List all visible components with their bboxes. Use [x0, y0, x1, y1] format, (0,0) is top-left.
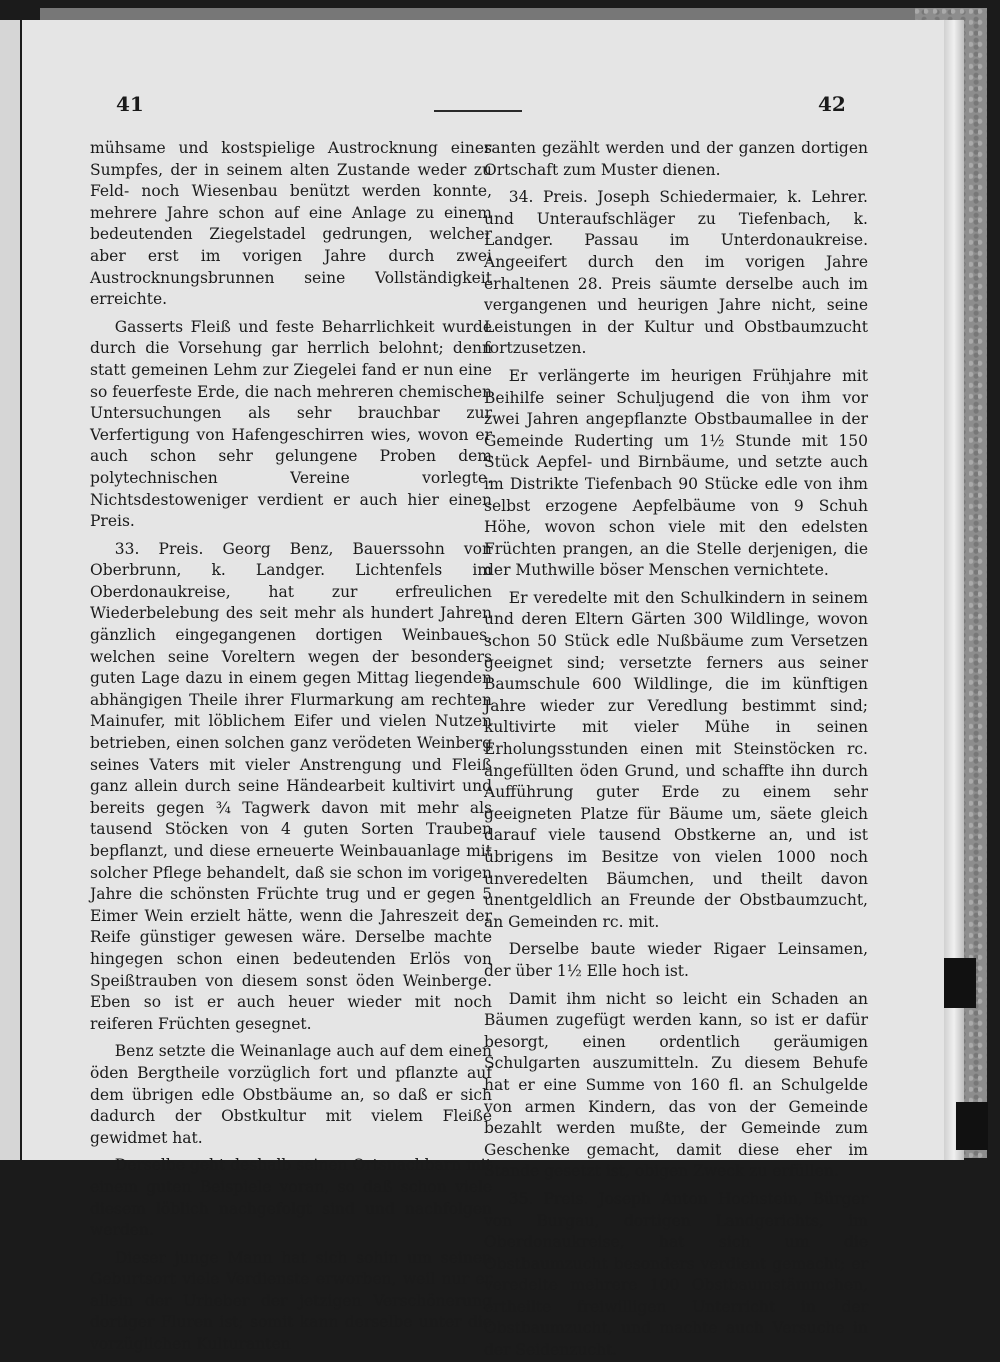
paragraph: Benz setzte die Weinanlage auch auf dem einen öden Bergtheile vorzüglich fort und pflanzte auf dem übrigen edle Obstbäume an, so daß er sich dadurch der Obstkultur mit vielem Fleiße gewidmet hat. — [90, 1042, 492, 1147]
paragraph: Derselbe baute wieder Rigaer Leinsamen, der über 1½ Elle hoch ist. — [484, 940, 868, 980]
paragraph: Er veredelte mit den Schulkindern in seinem und deren Eltern Gärten 300 Wildlinge, wovon schon 50 Stück edle Nußbäume zum Versetzen geeignet sind; versetzte ferners aus seiner Baumschule 600 Wildlinge, die im künftigen Jahre wieder zur Veredlung bestimmt sind; kultivirte mit vieler Mühe in seinen Erholungsstunden einen mit Steinstöcken rc. angefüllten öden Grund, und schaffte ihn durch Aufführung guter Erde zu einem sehr geeigneten Platze für Bäume um, säete gleich darauf viele tausend Obstkerne an, und ist übrigens im Besitze von vielen 1000 noch unveredelten Bäumchen, und theilt davon unentgeldlich an Freunde der Obstbaumzucht, an Gemeinden rc. mit. — [484, 588, 868, 931]
index-tab-lower — [956, 1102, 988, 1150]
index-tab-upper — [944, 958, 976, 1008]
page-number-right: 42 — [818, 92, 846, 116]
paragraph: 33. Preis. Georg Benz, Bauerssohn von Oberbrunn, k. Landger. Lichtenfels im Oberdonaukreise, hat zur erfreulichen Wiederbelebung des seit mehr als hundert Jahren gänzlich eingegangenen dortigen Weinbaues, welchen seine Voreltern wegen der besonders guten Lage dazu in einem gegen Mittag liegenden abhängigen Theile ihrer Flurmarkung am rechten Mainufer, mit löblichem Eifer und vielen Nutzen betrieben, einen solchen ganz verödeten Weinberg seines Vaters mit vieler Anstrengung und Fleiß ganz allein durch seine Händearbeit kultivirt und bereits gegen ¾ Tagwerk davon mit mehr als tausend Stöcken von 4 guten Sorten Trauben bepflanzt, und diese erneuerte Weinbauanlage mit solcher Pflege behandelt, daß sie schon im vorigen Jahre die schönsten Früchte trug und er gegen 5 Eimer Wein erzielt hätte, wenn die Jahreszeit der Reife günstiger gewesen wäre. Derselbe machte hingegen schon einen bedeutenden Erlös von Speißtrauben von diesem sonst öden Weinberge. Eben so ist er auch heuer wieder mit noch reiferen Früchten gesegnet. — [90, 539, 492, 1033]
paragraph: Damit ihm nicht so leicht ein Schaden an Bäumen zugefügt werden kann, so ist er dafür besorgt, einen ordentlich geräumigen Schulgarten auszumitteln. Zu diesem Behufe hat er eine Summe von 160 fl. an Schulgelde von armen Kindern, das von der Gemeinde bezahlt werden mußte, der Gemeinde zum Geschenke gemacht, damit diese eher im Stande gesetzt ist, obigen Zweck zu erfüllen. — [484, 989, 868, 1181]
paragraph: 35. Preis. Joseph Anton Hochstein, Bürger von Burgau, dortigen Landgerichts, im Oberdonaukreise, hat sich um die Obstbaumzucht besonders verdient gemacht; er veredelte mehrere 100 Obstbaumstämmchen, ertheilte freiwilligen Unterricht in der Obstbaumzucht, und machte auch Versuche in der Seidenzucht. — [484, 1189, 868, 1360]
header-rule — [434, 110, 522, 112]
paragraph: Gasserts Fleiß und feste Beharrlichkeit wurde durch die Vorsehung gar herrlich belohnt; denn statt gemeinen Lehm zur Ziegelei fand er nun eine so feuerfeste Erde, die nach mehreren chemischen Untersuchungen als sehr brauchbar zur Verfertigung von Hafengeschirren wies, wovon er auch schon sehr gelungene Proben dem polytechnischen Vereine vorlegte. Nichtsdestoweniger verdient er auch hier einen Preis. — [90, 317, 492, 531]
paragraph: Dieser junge Mann hat sich sohin um seinen Geburtsort viele Verdienste erworben, weil nur er allein der Urheber der jetzigen Verschönerung dortiger Fluren ist; somit kann derselbe unter die vorzüglichen Kulturanten — [90, 1248, 492, 1354]
book-page — [22, 20, 944, 1360]
facing-page-edge — [0, 20, 20, 1160]
paragraph: Er verlängerte im heurigen Frühjahre mit Beihilfe seiner Schuljugend die von ihm vor zwei Jahren angepflanzte Obstbaumallee in der Gemeinde Ruderting um 1½ Stunde mit 150 Stück Aepfel- und Birnbäume, und setzte auch im Distrikte Tiefenbach 90 Stücke edle von ihm selbst erzogene Aepfelbäume von 9 Schuh Höhe, wovon schon viele mit den edelsten Früchten prangen, an die Stelle derjenigen, die der Muthwille böser Menschen vernichtete. — [484, 366, 868, 580]
left-column — [90, 138, 492, 1356]
paragraph: 34. Preis. Joseph Schiedermaier, k. Lehrer. und Unteraufschläger zu Tiefenbach, k. Landger. Passau im Unterdonaukreise. Angeeifert durch den im vorigen Jahre erhaltenen 28. Preis säumte derselbe auch im vergangenen und heurigen Jahre nicht, seine Leistungen in der Kultur und Obstbaumzucht fortzusetzen. — [484, 188, 868, 358]
right-column — [484, 138, 868, 1362]
paragraph: Derselbe geht deshalb seinen Ortsnachbarn mit einem guten Beispiele voran, so daß schon viele diesem löblich nachgefolgt sind und nachfolgen werden. — [90, 1156, 492, 1240]
page-number-left: 41 — [116, 92, 144, 116]
paragraph: mühsame und kostspielige Austrocknung eines Sumpfes, der in seinem alten Zustande weder zu Feld- noch Wiesenbau benützt werden konnte, mehrere Jahre schon auf eine Anlage zu einem bedeutenden Ziegelstadel gedrungen, welcher aber erst im vorigen Jahre durch zwei Austrocknungsbrunnen seine Vollständigkeit erreichte. — [90, 139, 492, 309]
paragraph: ranten gezählt werden und der ganzen dortigen Ortschaft zum Muster dienen. — [484, 139, 868, 179]
